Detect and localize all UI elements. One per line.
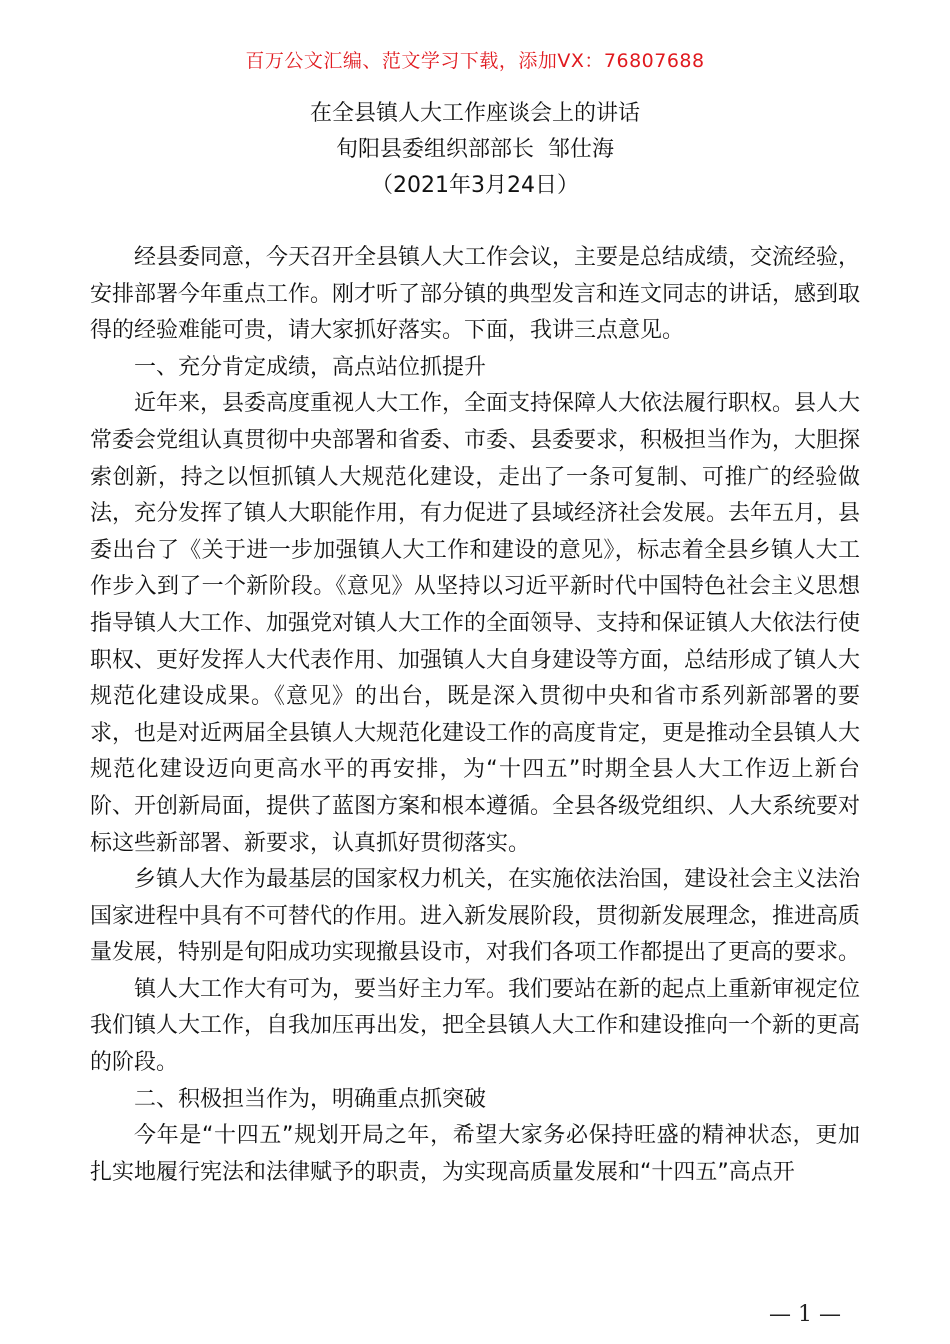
paragraph-3: 镇人大工作大有可为，要当好主力军。我们要站在新的起点上重新审视定位我们镇人大工作，自我加压再出发，把全县镇人大工作和建设推向一个新的更高的阶段。 <box>90 976 861 1076</box>
document-title-block <box>0 96 950 204</box>
document-date: （2021年3月24日） <box>371 173 579 198</box>
section-heading-2: 二、积极担当作为，明确重点抓突破 <box>134 1086 487 1112</box>
section-heading-1: 一、充分肯定成绩，高点站位抓提升 <box>134 354 487 380</box>
document-speaker: 旬阳县委组织部部长 邹仕海 <box>336 137 614 162</box>
page-number: — 1 — <box>769 1302 841 1327</box>
paragraph-4: 今年是“十四五”规划开局之年，希望大家务必保持旺盛的精神状态，更加扎实地履行宪法和法律赋予的职责，为实现高质量发展和“十四五”高点开 <box>90 1123 860 1185</box>
paragraph-intro: 经县委同意，今天召开全县镇人大工作会议，主要是总结成绩，交流经验，安排部署今年重点工作。刚才听了部分镇的典型发言和连文同志的讲话，感到取得的经验难能可贵，请大家抓好落实。下面，我讲三点意见。 <box>90 245 861 344</box>
document-body <box>90 240 860 1191</box>
document-title: 在全县镇人大工作座谈会上的讲话 <box>309 101 640 126</box>
paragraph-2: 乡镇人大作为最基层的国家权力机关，在实施依法治国，建设社会主义法治国家进程中具有不可替代的作用。进入新发展阶段，贯彻新发展理念，推进高质量发展，特别是旬阳成功实现撤县设市，对我们各项工作都提出了更高的要求。 <box>90 867 861 966</box>
paragraph-1: 近年来，县委高度重视人大工作，全面支持保障人大依法履行职权。县人大常委会党组认真贯彻中央部署和省委、市委、县委要求，积极担当作为，大胆探索创新，持之以恒抓镇人大规范化建设，走出了一条可复制、可推广的经验做法，充分发挥了镇人大职能作用，有力促进了县域经济社会发展。去年五月，县委出台了《关于进一步加强镇人大工作和建设的意见》，标志着全县乡镇人大工作步入到了一个新阶段。《意见》从坚持以习近平新时代中国特色社会主义思想指导镇人大工作、加强党对镇人大工作的全面领导、支持和保证镇人大依法行使职权、更好发挥人大代表作用、加强镇人大自身建设等方面，总结形成了镇人大规范化建设成果。《意见》的出台，既是深入贯彻中央和省市系列新部署的要求，也是对近两届全县镇人大规范化建设工作的高度肯定，更是推动全县镇人大规范化建设迈向更高水平的再安排，为“十四五”时期全县人大工作迈上新台阶、开创新局面，提供了蓝图方案和根本遵循。全县各级党组织、人大系统要对标这些新部署、新要求，认真抓好贯彻落实。 <box>90 391 861 856</box>
header-banner: 百万公文汇编、范文学习下载，添加VX：76807688 <box>245 50 705 72</box>
